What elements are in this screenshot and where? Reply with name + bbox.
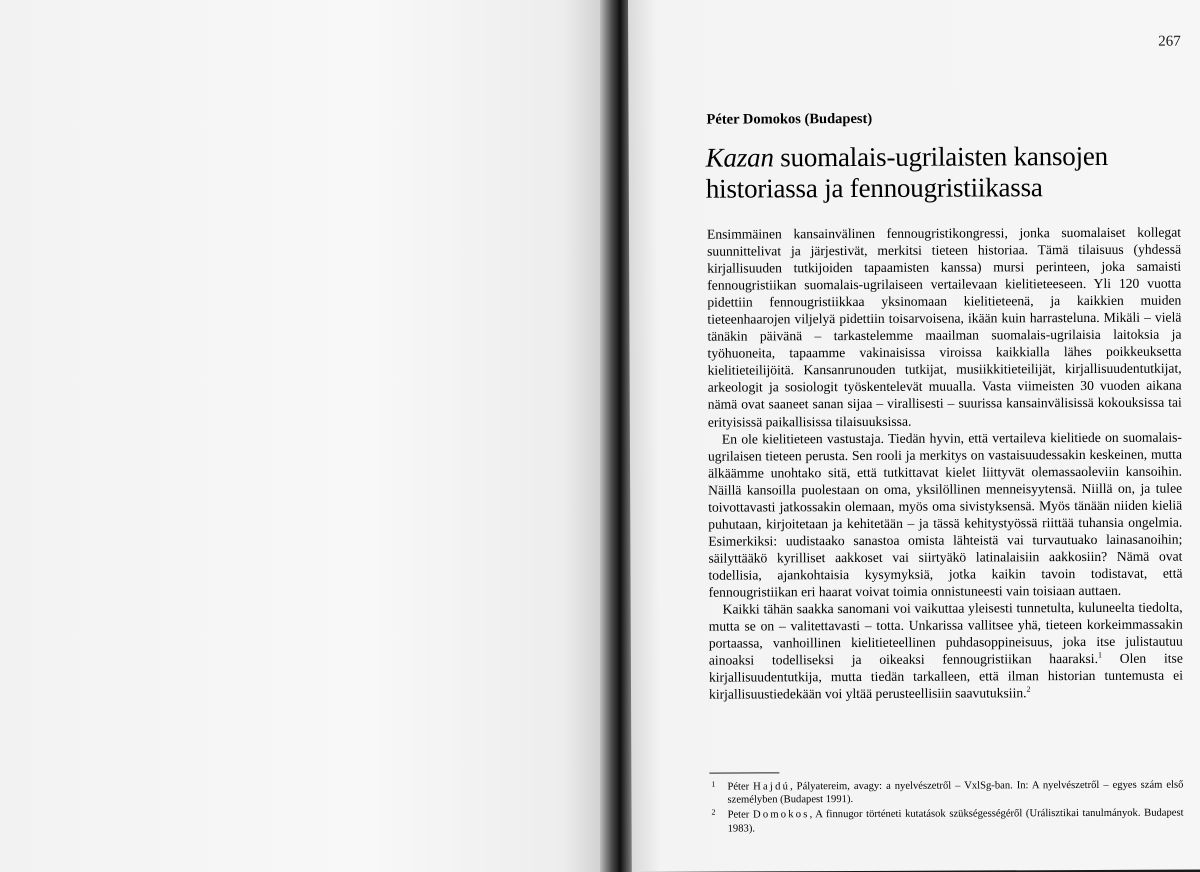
title-rest: suomalais-ugrilaisten kansojen historiassa ja fennougristiikassa: [705, 140, 1109, 204]
page-number: 267: [1158, 33, 1181, 50]
right-page: [628, 0, 1200, 872]
paragraph-3-text: Kaikki tähän saakka sanomani voi vaikuttaa yleisesti tunnetulta, kuluneelta tiedolta, mutta se on – valitettavasti – totta. Unkarissa vallitsee yhä, tieteen korkeimmassakin portaassa, vanhoillinen kielitieteellinen puhdasoppineisuus, joka itse julistautuu ainoaksi todelliseksi ja oikeaksi fennougristiikan haaraksi.: [708, 599, 1183, 668]
article-title: [706, 141, 1166, 205]
footnote-2-author: Domokos: [752, 809, 810, 821]
footnotes: [709, 779, 1183, 838]
paragraph-2: En ole kielitieteen vastustaja. Tiedän hyvin, että vertaileva kielitiede on suomalais-ugrilaisen tieteen perusta. Sen rooli ja merkitys on vastaisuudessakin keskeinen, mutta älkäämme unohtako sitä, että tutkittavat kielet liittyvät olemassaoleviin kansoihin. Näillä kansoilla puolestaan on oma, yksilöllinen menneisyytensä. Niillä on, ja tulee toivottavasti jatkossakin olemaan, myös oma sivistyksensä. Myös tänään niiden kieliä puhutaan, kirjoitetaan ja kehitetään – ja tässä kehitystyössä riittää tuhansia ongelmia. Esimerkiksi: uudistaako sanastoa omista lähteistä vai turvautuako lainasanoihin; säilyttääkö kyrilliset aakkoset vai siirtyäkö latinalaisiin aakkosiin? Nämä ovat todellisia, ajankohtaisia kysymyksiä, jotka kaikin tavoin todistavat, että fennougristiikan eri haarat voivat toimia onnistuneesti vain toisiaan auttaen.: [707, 429, 1183, 600]
article-body: [707, 224, 1183, 703]
paragraph-1: Ensimmäinen kansainvälinen fennougristikongressi, jonka suomalaiset kollegat suunnittelivat ja järjestivät, merkitsi tieteen historiaa. Tämä tilaisuus (yhdessä kirjallisuuden tutkijoiden tapaamisten kanssa) mursi perinteen, joka samaisti fennougristiikan suomalais-ugrilaiseen vertailevaan kielitieteeseen. Yli 120 vuotta pidettiin fennougristiikkaa yksinomaan kielitieteenä, ja kaikkien muiden tieteenhaarojen viljelyä pidettiin toisarvoisena, ikään kuin harrasteluna. Mikäli – vielä tänäkin päivänä – tarkastelemme maailman suomalais-ugrilaisia laitoksia ja työhuoneita, tapaamme vakinaisissa viroissa kaikkialla lähes poikkeuksetta kielitieteilijöitä. Kansanrunouden tutkijat, musiikkitieteilijät, kirjallisuudentutkijat, arkeologit ja sosiologit työskentelevät muualla. Vasta viimeisten 30 vuoden aikana nämä ovat saaneet sanan sijaa – virallisesti – suurissa kansainvälisissä kokouksissa tai erityisissä paikallisissa tilaisuuksissa.: [706, 224, 1182, 430]
footnote-2: [710, 807, 1184, 835]
footnote-1-pre: Péter: [727, 781, 754, 793]
footnote-ref-2: 2: [1026, 684, 1031, 695]
footnote-1-mark: 1: [711, 779, 716, 789]
footnote-1-author: Hajdú: [753, 781, 791, 793]
footnote-1-text: , Pályatereim, avagy: a nyelvészetről – VxlSg-ban. In: A nyelvészetről – egyes szám első személyben (Budapest 1991).: [727, 779, 1184, 806]
footnote-2-text: , A finnugor történeti kutatások szükségességéről (Urálisztikai tanulmányok. Budapest 1983).: [727, 807, 1184, 835]
footnote-rule: [709, 772, 779, 773]
footnote-2-pre: Peter: [727, 809, 754, 821]
author-line: Péter Domokos (Budapest): [706, 110, 873, 128]
title-italic-part: Kazan: [705, 142, 774, 173]
footnote-ref-1: 1: [1097, 650, 1102, 660]
paragraph-3: [709, 599, 1183, 703]
footnote-2-mark: 2: [711, 808, 716, 818]
footnote-1: [709, 779, 1183, 807]
paragraph-3-text-continued: Olen itse kirjallisuudentutkija, mutta tiedän tarkalleen, että ilman historian tuntemusta ei kirjallisuustiedekään voi yltää perusteellisiin saavutuksiin.: [708, 650, 1183, 702]
